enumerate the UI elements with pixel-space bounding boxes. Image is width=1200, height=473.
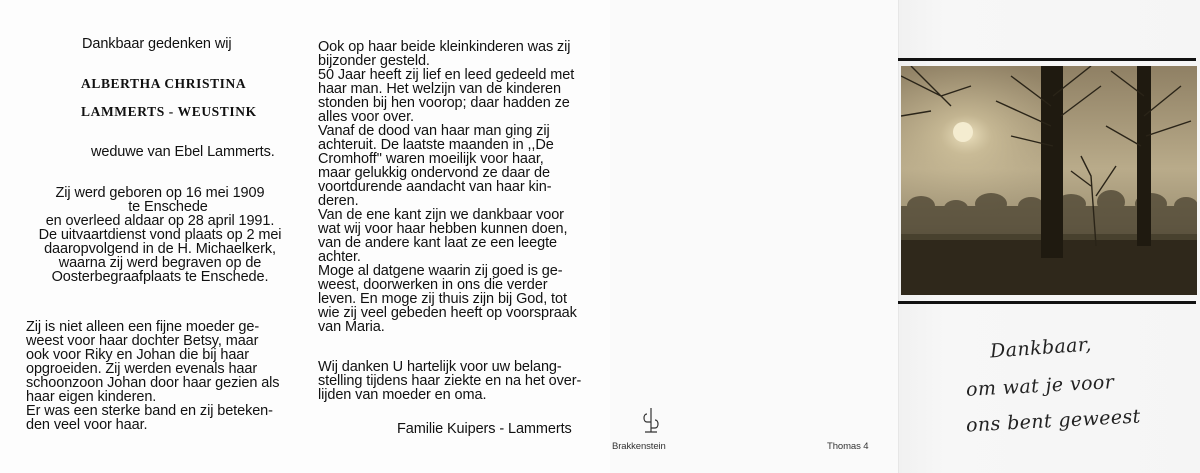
body-line: van de andere kant laat ze een leegte [318, 235, 557, 251]
paragraph-line: Er was een sterke band en zij beteken- [26, 403, 273, 419]
body-line: 50 Jaar heeft zij lief en leed gedeeld met [318, 67, 575, 83]
bottom-rule [898, 301, 1196, 304]
thanks-line: stelling tijdens haar ziekte en na het over- [318, 373, 582, 389]
body-line: Ook op haar beide kleinkinderen was zij [318, 39, 571, 55]
body-line: wat wij voor haar hebben kunnen doen, [318, 221, 568, 237]
card-code: Thomas 4 [827, 441, 869, 452]
paragraph-line: schoonzoon Johan door haar gezien als [26, 375, 280, 391]
paragraph-line: opgroeiden. Zij werden evenals haar [26, 361, 258, 377]
birth-line: te Enschede [128, 199, 208, 215]
paragraph-line: den veel voor haar. [26, 417, 148, 433]
body-line: van Maria. [318, 319, 385, 335]
body-line: Van de ene kant zijn we dankbaar voor [318, 207, 564, 223]
birth-line: Zij werd geboren op 16 mei 1909 [55, 185, 265, 201]
body-line: maar gelukkig ondervond ze daar de [318, 165, 550, 181]
body-line: Cromhoff'' waren moeilijk voor haar, [318, 151, 544, 167]
paragraph-line: Zij is niet alleen een fijne moeder ge- [26, 319, 260, 335]
body-line: Vanaf de dood van haar man ging zij [318, 123, 550, 139]
body-line: Moge al datgene waarin zij goed is ge- [318, 263, 563, 279]
body-line: voortdurende aandacht van haar kin- [318, 179, 552, 195]
paragraph-line: haar eigen kinderen. [26, 389, 157, 405]
top-rule [898, 58, 1196, 61]
body-line: achteruit. De laatste maanden in ,,De [318, 137, 554, 153]
thanks-line: Wij danken U hartelijk voor uw belang- [318, 359, 562, 375]
landscape-photo [901, 66, 1197, 295]
body-line: deren. [318, 193, 359, 209]
cover-script-line: ons bent geweest [965, 405, 1142, 437]
body-line: weest, doorwerken in ons die verder [318, 277, 548, 293]
brakkenstein-logo-icon [640, 406, 662, 441]
deceased-name-line1: ALBERTHA CHRISTINA [81, 76, 247, 91]
body-line: wie zij veel gebeden heeft op voorspraak [318, 305, 577, 321]
body-line: achter. [318, 249, 361, 265]
body-line: leven. En moge zij thuis zijn bij God, tot [318, 291, 567, 307]
body-line: bijzonder gesteld. [318, 53, 430, 69]
birth-line: daaropvolgend in de H. Michaelkerk, [44, 241, 276, 257]
body-line: stonden bij hen voorop; daar hadden ze [318, 95, 570, 111]
paragraph-line: weest voor haar dochter Betsy, maar [26, 333, 259, 349]
birth-line: waarna zij werd begraven op de [58, 255, 262, 271]
paragraph-line: ook voor Riky en Johan die bij haar [26, 347, 249, 363]
family-signature: Familie Kuipers - Lammerts [397, 421, 572, 437]
body-line: haar man. Het welzijn van de kinderen [318, 81, 561, 97]
birth-line: De uitvaartdienst vond plaats op 2 mei [38, 227, 282, 243]
opening-line: Dankbaar gedenken wij [82, 36, 232, 52]
cover-script-line: om wat je voor [965, 371, 1115, 401]
publisher-name: Brakkenstein [612, 441, 666, 452]
widow-of: weduwe van Ebel Lammerts. [91, 144, 275, 160]
blank-page [610, 0, 898, 473]
deceased-name-line2: LAMMERTS - WEUSTINK [81, 104, 257, 119]
birth-line: Oosterbegraafplaats te Enschede. [51, 269, 269, 285]
body-line: alles voor over. [318, 109, 414, 125]
thanks-line: lijden van moeder en oma. [318, 387, 487, 403]
birth-line: en overleed aldaar op 28 april 1991. [45, 213, 275, 229]
cover-script-line: Dankbaar, [989, 333, 1093, 363]
